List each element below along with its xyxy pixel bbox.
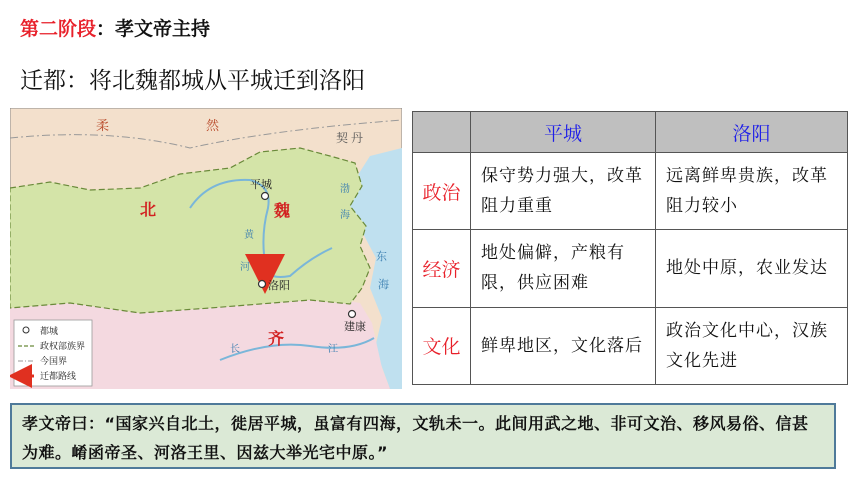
comparison-table <box>412 111 848 385</box>
cell-pingcheng-economy: 地处偏僻，产粮有限，供应困难 <box>471 230 656 307</box>
label-jiang: 江 <box>328 344 338 355</box>
label-rou: 柔 <box>96 118 110 133</box>
cell-pingcheng-politics: 保守势力强大，改革阻力重重 <box>471 153 656 230</box>
row-aspect-culture: 文化 <box>413 307 471 384</box>
jiankang-marker <box>349 311 356 318</box>
emperor-quote: 孝文帝曰：“国家兴自北土，徙居平城，虽富有四海，文轨未一。此间用武之地、非可文治、移风易俗、信甚为难。崤函帝圣、河洛王里、因兹大举光宅中原。” <box>10 403 836 469</box>
stage-label: 第二阶段 <box>20 18 97 40</box>
label-bo: 渤 <box>340 184 350 195</box>
row-aspect-economy: 经济 <box>413 230 471 307</box>
label-qi: 齐 <box>268 329 285 348</box>
table-row <box>413 153 848 230</box>
legend-capital-icon <box>23 327 29 333</box>
pingcheng-marker <box>262 193 269 200</box>
luoyang-marker <box>259 281 266 288</box>
cell-luoyang-culture: 政治文化中心，汉族文化先进 <box>656 307 848 384</box>
label-he: 河 <box>240 262 250 273</box>
label-ran: 然 <box>206 118 220 133</box>
legend-modern-border: 今国界 <box>40 357 68 367</box>
header-pingcheng: 平城 <box>471 112 656 153</box>
stage-host: ：孝文帝主持 <box>96 18 211 40</box>
label-huang: 黄 <box>244 230 254 241</box>
table-row <box>413 307 848 384</box>
cell-luoyang-politics: 远离鲜卑贵族，改革阻力较小 <box>656 153 848 230</box>
legend-capital: 都城 <box>40 327 59 337</box>
table-header-row <box>413 112 848 153</box>
row-aspect-politics: 政治 <box>413 153 471 230</box>
cell-pingcheng-culture: 鲜卑地区，文化落后 <box>471 307 656 384</box>
header-corner <box>413 112 471 153</box>
label-bei: 北 <box>140 200 157 219</box>
legend-regime-border: 政权部族界 <box>40 342 86 352</box>
page-heading: 迁都：将北魏都城从平城迁到洛阳 <box>20 68 365 94</box>
label-donghai: 海 <box>378 278 389 291</box>
label-wei: 魏 <box>274 201 291 220</box>
header-luoyang: 洛阳 <box>656 112 848 153</box>
label-pingcheng: 平城 <box>250 178 272 191</box>
label-chang: 长 <box>230 344 240 355</box>
label-khitan: 契 丹 <box>336 131 364 145</box>
cell-luoyang-economy: 地处中原，农业发达 <box>656 230 848 307</box>
label-jiankang: 建康 <box>344 320 366 333</box>
label-luoyang: 洛阳 <box>268 279 290 292</box>
label-dong: 东 <box>376 250 387 263</box>
map-legend <box>14 320 92 386</box>
table-row <box>413 230 848 307</box>
northern-wei-map <box>10 108 402 389</box>
legend-route: 迁都路线 <box>40 372 77 382</box>
stage-title <box>20 14 210 41</box>
label-hai: 海 <box>340 210 350 221</box>
